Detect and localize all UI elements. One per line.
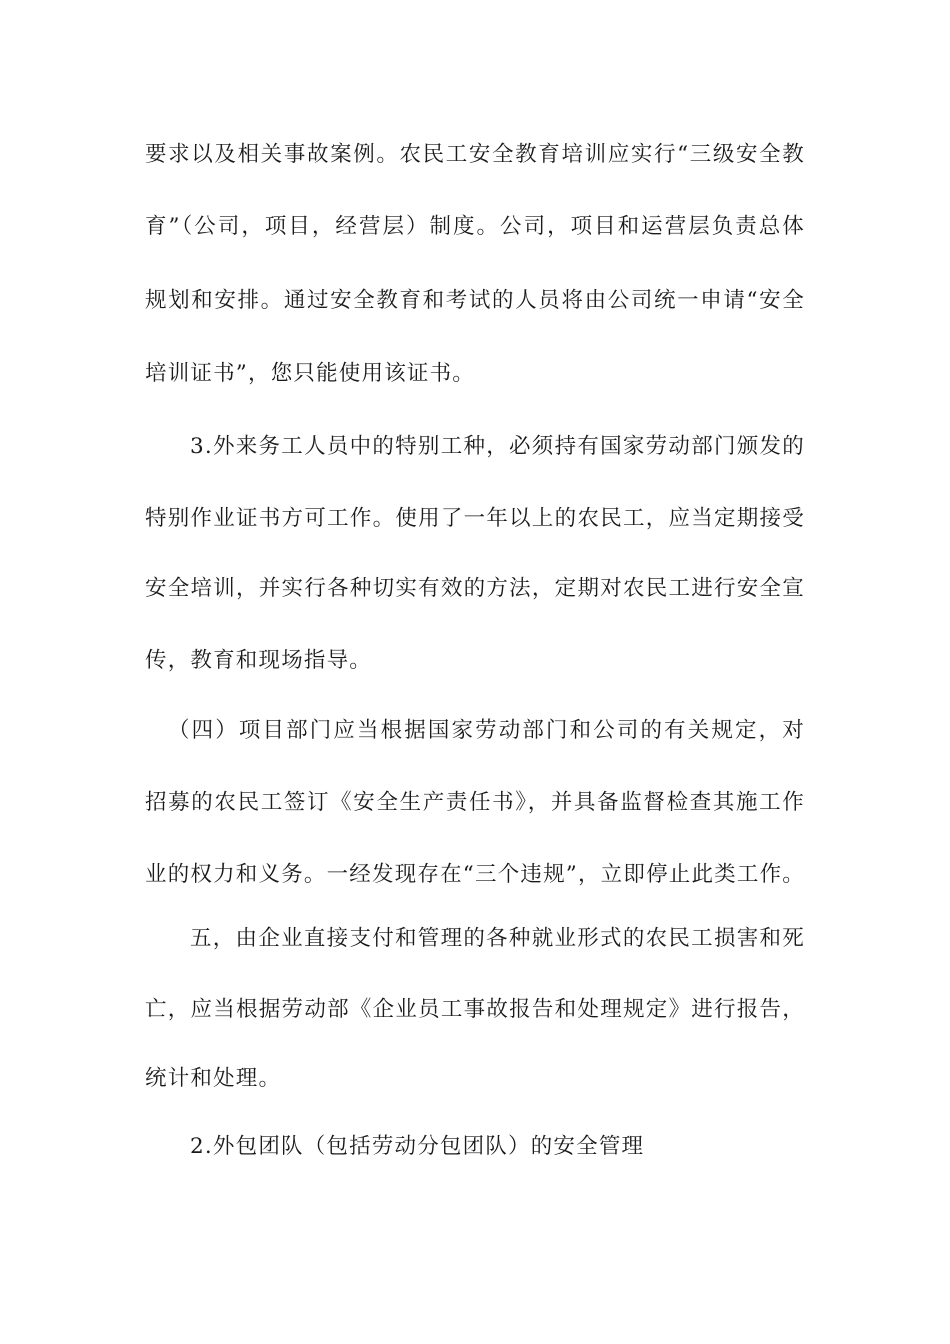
text-line: 亡，应当根据劳动部《企业员工事故报告和处理规定》进行报告， bbox=[145, 997, 805, 1022]
text-line: 传，教育和现场指导。 bbox=[145, 648, 373, 673]
text-line: 育”（公司，项目，经营层）制度。公司，项目和运营层负责总体 bbox=[145, 214, 805, 239]
text-line: 特别作业证书方可工作。使用了一年以上的农民工，应当定期接受 bbox=[145, 506, 805, 531]
text-line: 统计和处理。 bbox=[145, 1066, 282, 1091]
text-line: 招募的农民工签订《安全生产责任书》，并具备监督检查其施工作 bbox=[145, 790, 805, 815]
text-line: 规划和安排。通过安全教育和考试的人员将由公司统一申请“安全 bbox=[145, 288, 805, 313]
text-line: 3.外来务工人员中的特别工种，必须持有国家劳动部门颁发的 bbox=[190, 434, 805, 459]
text-line: （四）项目部门应当根据国家劳动部门和公司的有关规定，对 bbox=[168, 718, 805, 743]
text-line: 安全培训，并实行各种切实有效的方法，定期对农民工进行安全宣 bbox=[145, 576, 805, 601]
text-line: 培训证书”，您只能使用该证书。 bbox=[145, 361, 475, 386]
text-line: 五，由企业直接支付和管理的各种就业形式的农民工损害和死 bbox=[190, 926, 805, 951]
text-line: 要求以及相关事故案例。农民工安全教育培训应实行“三级安全教 bbox=[145, 142, 805, 167]
text-line: 业的权力和义务。一经发现存在“三个违规”，立即停止此类工作。 bbox=[145, 862, 805, 887]
section-heading: 2.外包团队（包括劳动分包团队）的安全管理 bbox=[190, 1134, 645, 1159]
